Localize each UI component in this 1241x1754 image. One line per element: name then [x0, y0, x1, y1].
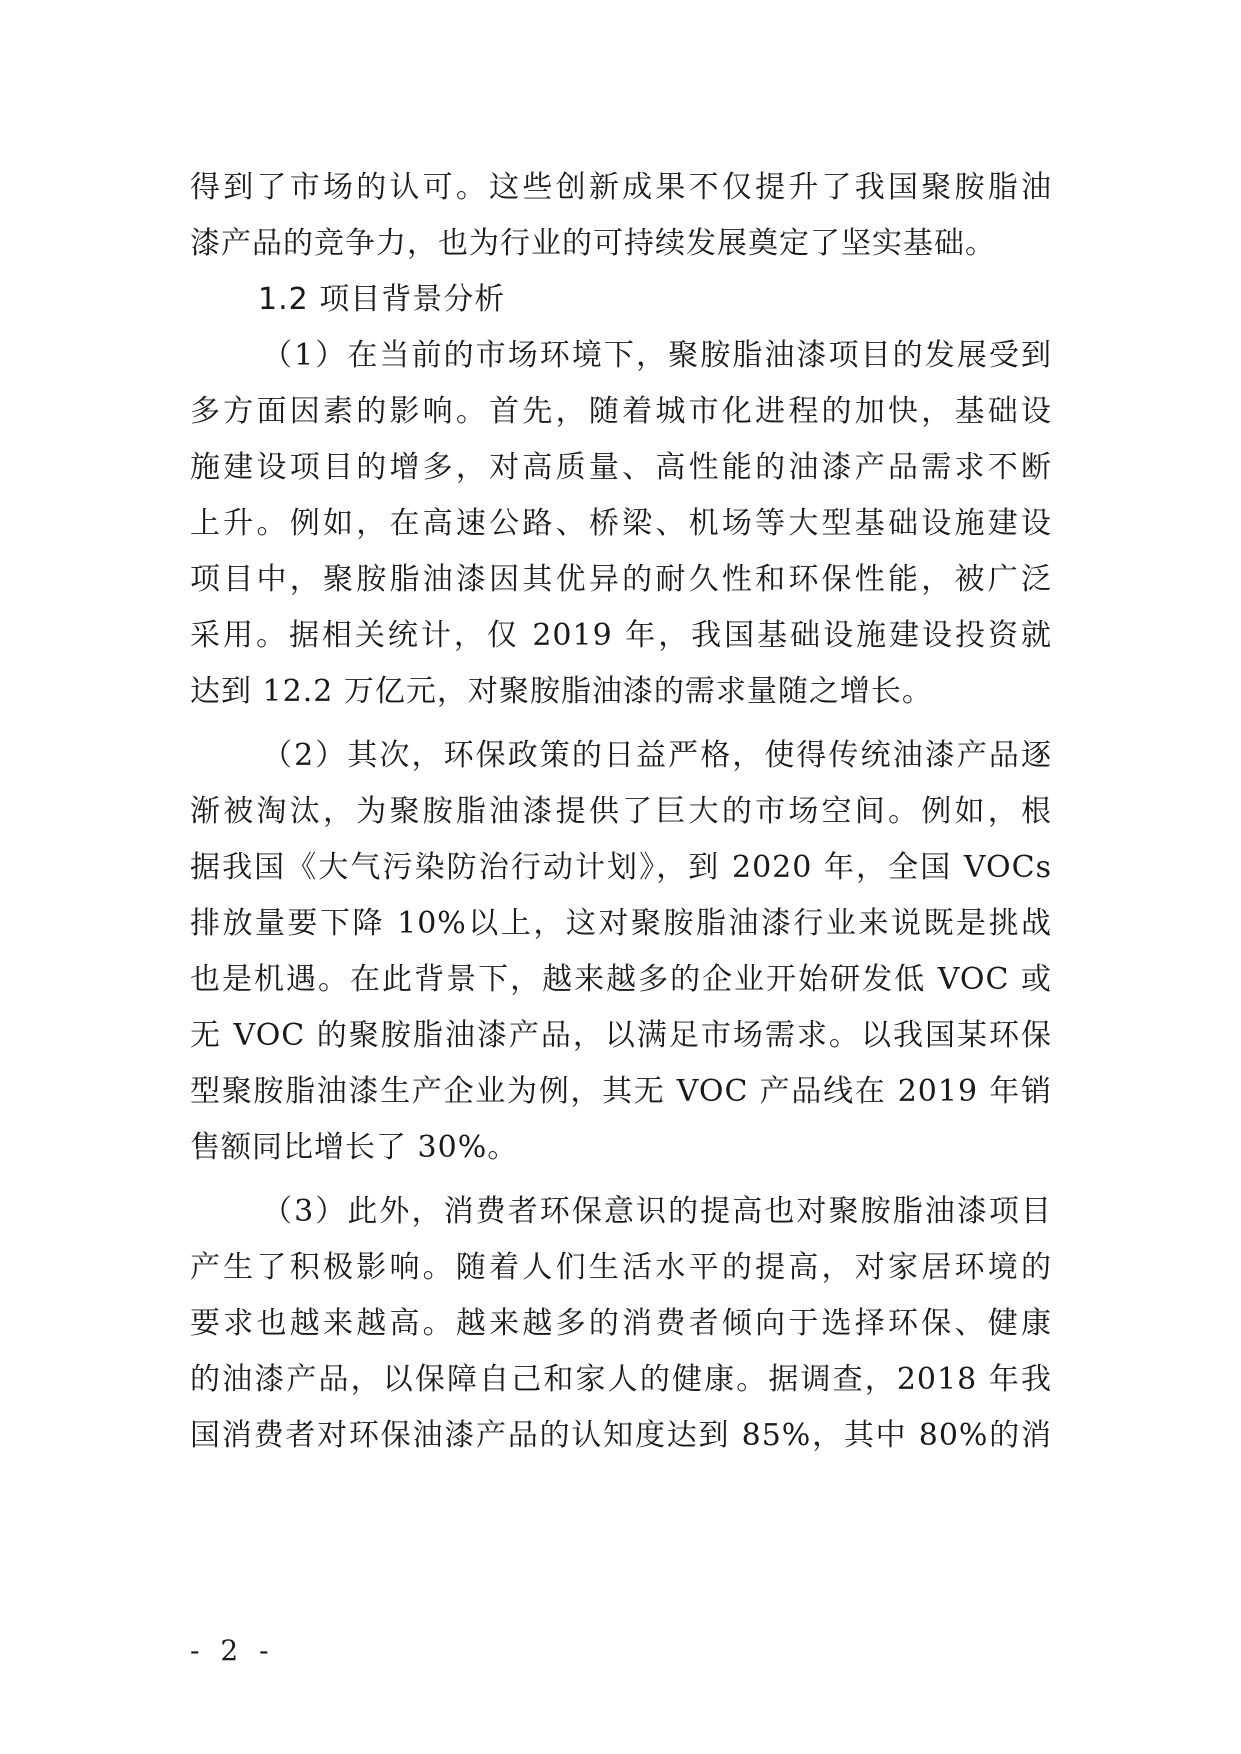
paragraph-line: （1）在当前的市场环境下，聚胺脂油漆项目的发展受到	[262, 338, 1052, 373]
paragraph-line: 型聚胺脂油漆生产企业为例，其无 VOC 产品线在 2019 年销	[190, 1074, 1052, 1109]
intro-line: 漆产品的竞争力，也为行业的可持续发展奠定了坚实基础。	[190, 226, 996, 261]
paragraph-line: 多方面因素的影响。首先，随着城市化进程的加快，基础设	[190, 394, 1052, 429]
paragraph-line: 国消费者对环保油漆产品的认知度达到 85%，其中 80%的消	[190, 1418, 1052, 1453]
paragraph-line: （2）其次，环保政策的日益严格，使得传统油漆产品逐	[262, 738, 1052, 773]
paragraph-line: 要求也越来越高。越来越多的消费者倾向于选择环保、健康	[190, 1306, 1052, 1341]
paragraph-line: 渐被淘汰，为聚胺脂油漆提供了巨大的市场空间。例如，根	[190, 794, 1052, 829]
body-text	[190, 160, 1052, 1464]
paragraph-line: 排放量要下降 10%以上，这对聚胺脂油漆行业来说既是挑战	[190, 906, 1052, 941]
paragraph-line: 产生了积极影响。随着人们生活水平的提高，对家居环境的	[190, 1250, 1052, 1285]
page-number: - 2 -	[190, 1634, 275, 1667]
paragraph-line: 施建设项目的增多，对高质量、高性能的油漆产品需求不断	[190, 450, 1052, 485]
paragraph-line: 据我国《大气污染防治行动计划》，到 2020 年，全国 VOCs	[190, 850, 1052, 885]
section-heading: 1.2 项目背景分析	[258, 282, 506, 317]
paragraph-line: 售额同比增长了 30%。	[190, 1130, 519, 1165]
paragraph-line: 的油漆产品，以保障自己和家人的健康。据调查，2018 年我	[190, 1362, 1052, 1397]
paragraph-line: 项目中，聚胺脂油漆因其优异的耐久性和环保性能，被广泛	[190, 562, 1052, 597]
paragraph-line: 上升。例如，在高速公路、桥梁、机场等大型基础设施建设	[190, 506, 1052, 541]
paragraph-line: 也是机遇。在此背景下，越来越多的企业开始研发低 VOC 或	[190, 962, 1052, 997]
paragraph-line: 达到 12.2 万亿元，对聚胺脂油漆的需求量随之增长。	[190, 674, 933, 709]
paragraph-line: 采用。据相关统计，仅 2019 年，我国基础设施建设投资就	[190, 618, 1052, 653]
intro-line: 得到了市场的认可。这些创新成果不仅提升了我国聚胺脂油	[190, 170, 1052, 205]
paragraph-line: 无 VOC 的聚胺脂油漆产品，以满足市场需求。以我国某环保	[190, 1018, 1052, 1053]
paragraph-line: （3）此外，消费者环保意识的提高也对聚胺脂油漆项目	[262, 1194, 1052, 1229]
